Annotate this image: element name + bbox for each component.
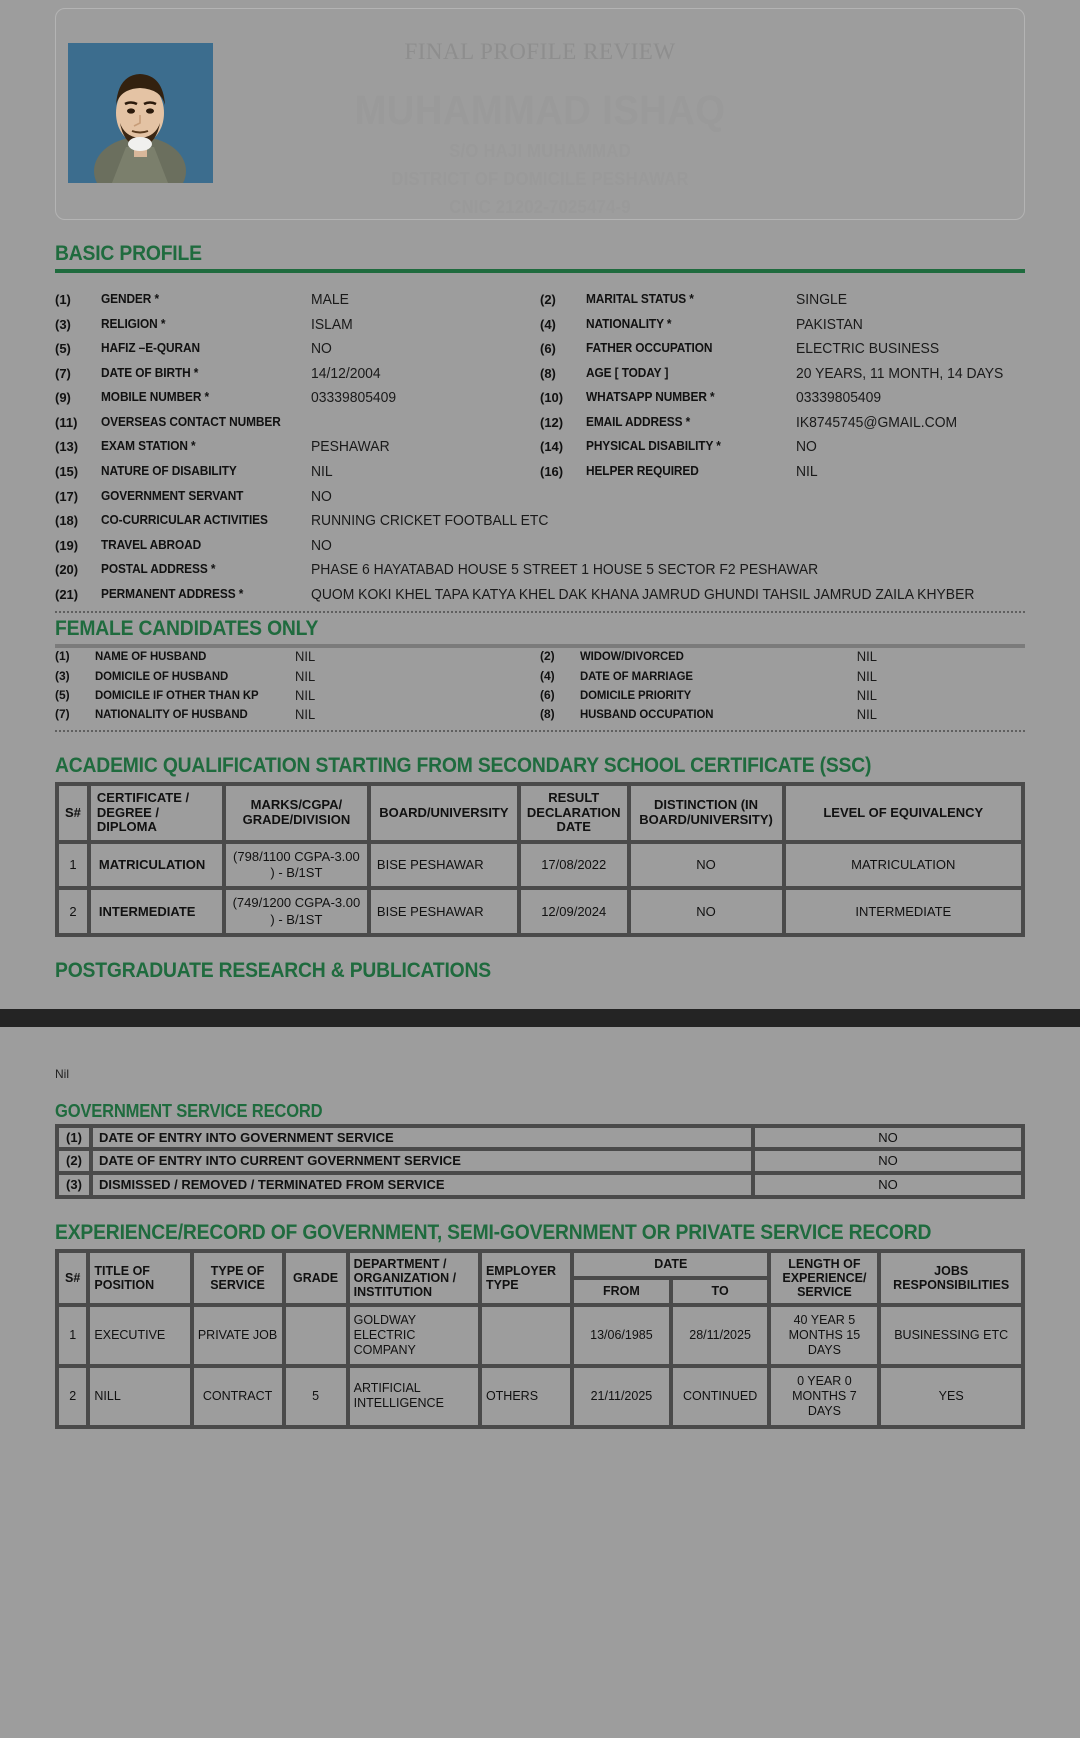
academic-qualification-heading: ACADEMIC QUALIFICATION STARTING FROM SECONDARY SCHOOL CERTIFICATE (SSC) bbox=[55, 754, 872, 778]
field-label: GOVERNMENT SERVANT bbox=[101, 488, 244, 503]
field-cell bbox=[540, 668, 1025, 686]
field-row bbox=[55, 389, 1025, 409]
field-cell bbox=[55, 488, 1025, 508]
cell-sn: 2 bbox=[57, 1366, 88, 1427]
table-row bbox=[57, 1149, 1023, 1173]
field-value: PAKISTAN bbox=[796, 316, 863, 333]
field-row bbox=[55, 438, 1025, 458]
field-label: EMAIL ADDRESS * bbox=[586, 414, 691, 429]
field-value: NIL bbox=[796, 463, 818, 480]
cell-equivalency: INTERMEDIATE bbox=[784, 888, 1023, 935]
field-number: (13) bbox=[55, 439, 79, 455]
field-label: DATE OF MARRIAGE bbox=[580, 668, 693, 683]
table-row bbox=[57, 1305, 1023, 1366]
field-number: (4) bbox=[540, 316, 556, 332]
field-number: (19) bbox=[55, 537, 79, 553]
field-number: (8) bbox=[540, 365, 556, 381]
field-value: NIL bbox=[295, 687, 316, 703]
field-label: AGE [ TODAY ] bbox=[586, 365, 669, 380]
basic-profile-section bbox=[55, 242, 1025, 605]
field-label: CO-CURRICULAR ACTIVITIES bbox=[101, 513, 268, 528]
field-cell bbox=[55, 668, 540, 686]
column-header-equivalency: LEVEL OF EQUIVALENCY bbox=[784, 784, 1023, 842]
field-number: (21) bbox=[55, 586, 79, 602]
field-number: (2) bbox=[540, 292, 556, 307]
postgraduate-value: Nil bbox=[55, 1066, 69, 1081]
government-service-heading: GOVERNMENT SERVICE RECORD bbox=[55, 1100, 323, 1121]
field-value: 03339805409 bbox=[311, 390, 397, 407]
cell-type: PRIVATE JOB bbox=[192, 1305, 284, 1366]
table-header-row bbox=[57, 784, 1023, 842]
field-value: 20 YEARS, 11 MONTH, 14 DAYS bbox=[796, 365, 1004, 382]
field-cell bbox=[55, 512, 1025, 532]
field-number: (8) bbox=[540, 706, 555, 721]
cell-label: DISMISSED / REMOVED / TERMINATED FROM SERVICE bbox=[91, 1173, 753, 1197]
field-cell bbox=[540, 438, 1025, 458]
column-header-result-date: RESULT DECLARATION DATE bbox=[519, 784, 629, 842]
field-row bbox=[55, 316, 1025, 336]
basic-profile-heading: BASIC PROFILE bbox=[55, 242, 202, 265]
cell-length: 0 YEAR 0 MONTHS 7 DAYS bbox=[769, 1366, 879, 1427]
table-row bbox=[57, 1366, 1023, 1427]
cell-jobs: BUSINESSING ETC bbox=[879, 1305, 1023, 1366]
academic-qualification-section bbox=[55, 754, 1025, 937]
field-label: DOMICILE PRIORITY bbox=[580, 687, 692, 702]
cell-label: DATE OF ENTRY INTO GOVERNMENT SERVICE bbox=[91, 1126, 753, 1150]
field-cell bbox=[55, 586, 1025, 606]
section-dotted-divider bbox=[55, 730, 1025, 732]
cell-certificate: INTERMEDIATE bbox=[89, 888, 224, 935]
field-number: (18) bbox=[55, 513, 79, 529]
cell-jobs: YES bbox=[879, 1366, 1023, 1427]
column-header-date: DATE bbox=[572, 1251, 769, 1278]
cell-sn: 2 bbox=[57, 888, 89, 935]
field-value: NIL bbox=[856, 668, 877, 684]
academic-qualification-table bbox=[55, 782, 1025, 937]
field-label: EXAM STATION * bbox=[101, 439, 196, 454]
field-number: (15) bbox=[55, 463, 79, 479]
column-header-marks: MARKS/CGPA/ GRADE/DIVISION bbox=[224, 784, 369, 842]
field-label: NATURE OF DISABILITY bbox=[101, 463, 237, 478]
field-row bbox=[55, 512, 1025, 532]
field-value: 03339805409 bbox=[796, 390, 882, 407]
field-number: (5) bbox=[55, 687, 70, 702]
column-header-to: TO bbox=[671, 1278, 770, 1305]
field-cell bbox=[540, 340, 1025, 360]
field-number: (1) bbox=[55, 649, 70, 664]
cell-title: NILL bbox=[88, 1366, 191, 1427]
column-header-distinction: DISTINCTION (IN BOARD/UNIVERSITY) bbox=[629, 784, 784, 842]
field-value: ELECTRIC BUSINESS bbox=[796, 341, 940, 358]
field-number: (11) bbox=[55, 414, 78, 430]
cell-type: CONTRACT bbox=[192, 1366, 284, 1427]
field-label: PHYSICAL DISABILITY * bbox=[586, 439, 721, 454]
field-label: WIDOW/DIVORCED bbox=[580, 649, 684, 664]
cell-result-date: 17/08/2022 bbox=[519, 842, 629, 889]
column-header-length: LENGTH OF EXPERIENCE/ SERVICE bbox=[769, 1251, 879, 1305]
field-row bbox=[55, 706, 1025, 724]
field-label: NATIONALITY OF HUSBAND bbox=[95, 706, 248, 721]
government-service-section bbox=[55, 1101, 1025, 1199]
cell-value: NO bbox=[753, 1173, 1023, 1197]
field-value: NIL bbox=[856, 649, 877, 665]
field-number: (17) bbox=[55, 488, 79, 504]
cell-distinction: NO bbox=[629, 888, 784, 935]
field-row bbox=[55, 463, 1025, 483]
cell-number: (2) bbox=[57, 1149, 91, 1173]
cell-department: ARTIFICIAL INTELLIGENCE bbox=[348, 1366, 480, 1427]
field-cell bbox=[540, 316, 1025, 336]
field-label: FATHER OCCUPATION bbox=[586, 341, 713, 356]
field-cell bbox=[55, 340, 540, 360]
header-card bbox=[55, 8, 1025, 220]
field-row bbox=[55, 648, 1025, 666]
field-cell bbox=[55, 463, 540, 483]
field-value: NIL bbox=[856, 687, 877, 703]
cell-to: CONTINUED bbox=[671, 1366, 770, 1427]
column-header-from: FROM bbox=[572, 1278, 671, 1305]
field-label: HUSBAND OCCUPATION bbox=[580, 706, 714, 721]
cell-from: 21/11/2025 bbox=[572, 1366, 671, 1427]
cell-sn: 1 bbox=[57, 842, 89, 889]
father-name: S/O HAJI MUHAMMAD bbox=[449, 141, 631, 161]
cell-board: BISE PESHAWAR bbox=[369, 842, 519, 889]
field-value: NO bbox=[311, 488, 332, 505]
candidate-name: MUHAMMAD ISHAQ bbox=[354, 87, 726, 133]
cnic-number: CNIC 21202-7025474-9 bbox=[449, 197, 631, 217]
section-dotted-divider bbox=[55, 611, 1025, 613]
profile-review-page bbox=[0, 8, 1080, 1429]
field-value: PHASE 6 HAYATABAD HOUSE 5 STREET 1 HOUSE 5 SECTOR F2 PESHAWAR bbox=[311, 562, 819, 579]
field-label: OVERSEAS CONTACT NUMBER bbox=[101, 414, 281, 429]
field-cell bbox=[540, 291, 1025, 311]
female-candidates-fields bbox=[55, 648, 1025, 724]
field-row bbox=[55, 586, 1025, 606]
cell-label: DATE OF ENTRY INTO CURRENT GOVERNMENT SERVICE bbox=[91, 1149, 753, 1173]
field-cell bbox=[540, 414, 1025, 434]
field-label: RELIGION * bbox=[101, 316, 166, 331]
field-label: DOMICILE IF OTHER THAN KP bbox=[95, 687, 259, 702]
cell-grade bbox=[284, 1305, 348, 1366]
cell-certificate: MATRICULATION bbox=[89, 842, 224, 889]
field-label: TRAVEL ABROAD bbox=[101, 537, 202, 552]
female-candidates-heading: FEMALE CANDIDATES ONLY bbox=[55, 617, 319, 641]
field-number: (20) bbox=[55, 562, 79, 578]
field-cell bbox=[55, 365, 540, 385]
cell-sn: 1 bbox=[57, 1305, 88, 1366]
column-header-department: DEPARTMENT / ORGANIZATION / INSTITUTION bbox=[348, 1251, 480, 1305]
field-cell bbox=[55, 706, 540, 724]
field-value: 14/12/2004 bbox=[311, 365, 381, 382]
field-value: QUOM KOKI KHEL TAPA KATYA KHEL DAK KHANA JAMRUD GHUNDI TAHSIL JAMRUD ZAILA KHYBER bbox=[311, 586, 975, 603]
field-cell bbox=[540, 706, 1025, 724]
field-value: NO bbox=[311, 341, 332, 358]
cell-grade: 5 bbox=[284, 1366, 348, 1427]
field-value: NO bbox=[796, 439, 817, 456]
field-number: (3) bbox=[55, 668, 70, 683]
cell-marks: (749/1200 CGPA-3.00 ) - B/1ST bbox=[224, 888, 369, 935]
cell-from: 13/06/1985 bbox=[572, 1305, 671, 1366]
cell-number: (1) bbox=[57, 1126, 91, 1150]
header-text-block bbox=[56, 9, 1024, 218]
field-cell bbox=[540, 389, 1025, 409]
cell-marks: (798/1100 CGPA-3.00 ) - B/1ST bbox=[224, 842, 369, 889]
cell-employer bbox=[480, 1305, 572, 1366]
field-value: NIL bbox=[311, 463, 333, 480]
field-label: POSTAL ADDRESS * bbox=[101, 562, 216, 577]
cell-value: NO bbox=[753, 1149, 1023, 1173]
field-cell bbox=[540, 463, 1025, 483]
field-row bbox=[55, 537, 1025, 557]
field-number: (14) bbox=[540, 439, 564, 455]
column-header-certificate: CERTIFICATE / DEGREE / DIPLOMA bbox=[89, 784, 224, 842]
field-number: (7) bbox=[55, 706, 70, 721]
field-cell bbox=[55, 648, 540, 666]
field-value: MALE bbox=[311, 292, 349, 308]
field-label: PERMANENT ADDRESS * bbox=[101, 586, 244, 601]
cell-value: NO bbox=[753, 1126, 1023, 1150]
cell-distinction: NO bbox=[629, 842, 784, 889]
field-value: NIL bbox=[856, 706, 877, 722]
table-row bbox=[57, 888, 1023, 935]
field-value: NIL bbox=[295, 706, 316, 722]
field-number: (9) bbox=[55, 390, 71, 406]
spacer bbox=[55, 1081, 1025, 1101]
column-header-title: TITLE OF POSITION bbox=[88, 1251, 191, 1305]
postgraduate-section bbox=[55, 959, 1025, 983]
field-label: MARITAL STATUS * bbox=[586, 292, 694, 306]
field-number: (16) bbox=[540, 463, 564, 479]
cell-board: BISE PESHAWAR bbox=[369, 888, 519, 935]
table-header-row bbox=[57, 1251, 1023, 1278]
female-candidates-section bbox=[55, 617, 1025, 724]
field-label: MOBILE NUMBER * bbox=[101, 390, 210, 405]
field-cell bbox=[55, 316, 540, 336]
field-label: NATIONALITY * bbox=[586, 316, 672, 331]
field-label: NAME OF HUSBAND bbox=[95, 649, 207, 664]
field-cell bbox=[55, 291, 540, 311]
field-number: (10) bbox=[540, 390, 564, 406]
cell-length: 40 YEAR 5 MONTHS 15 DAYS bbox=[769, 1305, 879, 1366]
field-cell bbox=[540, 365, 1025, 385]
table-row bbox=[57, 1126, 1023, 1150]
field-label: WHATSAPP NUMBER * bbox=[586, 390, 715, 405]
field-value: SINGLE bbox=[796, 292, 848, 308]
field-number: (3) bbox=[55, 316, 71, 332]
cell-to: 28/11/2025 bbox=[671, 1305, 770, 1366]
basic-profile-divider bbox=[55, 269, 1025, 273]
field-number: (5) bbox=[55, 341, 71, 357]
basic-profile-fields bbox=[55, 291, 1025, 605]
government-service-table bbox=[55, 1124, 1025, 1199]
column-header-employer: EMPLOYER TYPE bbox=[480, 1251, 572, 1305]
field-number: (12) bbox=[540, 414, 564, 430]
field-value: NIL bbox=[295, 668, 316, 684]
cell-title: EXECUTIVE bbox=[88, 1305, 191, 1366]
column-header-type: TYPE OF SERVICE bbox=[192, 1251, 284, 1305]
page-break-bar bbox=[0, 1009, 1080, 1027]
field-cell bbox=[55, 537, 1025, 557]
cell-number: (3) bbox=[57, 1173, 91, 1197]
field-row bbox=[55, 687, 1025, 705]
field-number: (6) bbox=[540, 341, 556, 357]
field-value: IK8745745@GMAIL.COM bbox=[796, 414, 958, 431]
field-label: GENDER * bbox=[101, 292, 159, 306]
column-header-grade: GRADE bbox=[284, 1251, 348, 1305]
field-number: (6) bbox=[540, 687, 555, 702]
field-number: (1) bbox=[55, 292, 71, 307]
cell-employer: OTHERS bbox=[480, 1366, 572, 1427]
field-number: (7) bbox=[55, 365, 71, 381]
field-label: DATE OF BIRTH * bbox=[101, 365, 199, 380]
field-number: (4) bbox=[540, 668, 555, 683]
table-row bbox=[57, 842, 1023, 889]
cell-result-date: 12/09/2024 bbox=[519, 888, 629, 935]
field-cell bbox=[55, 389, 540, 409]
field-row bbox=[55, 561, 1025, 581]
field-value: PESHAWAR bbox=[311, 439, 390, 456]
field-cell bbox=[55, 438, 540, 458]
field-cell bbox=[55, 414, 540, 430]
spacer bbox=[55, 1027, 1025, 1067]
table-row bbox=[57, 1173, 1023, 1197]
field-value: NIL bbox=[295, 649, 316, 665]
field-row bbox=[55, 340, 1025, 360]
field-value: NO bbox=[311, 537, 332, 554]
field-cell bbox=[540, 687, 1025, 705]
field-cell bbox=[55, 687, 540, 705]
field-cell bbox=[55, 561, 1025, 581]
experience-record-table bbox=[55, 1249, 1025, 1429]
cell-department: GOLDWAY ELECTRIC COMPANY bbox=[348, 1305, 480, 1366]
field-cell bbox=[540, 648, 1025, 666]
column-header-sn: S# bbox=[57, 1251, 88, 1305]
field-value: ISLAM bbox=[311, 316, 353, 333]
domicile-district: DISTRICT OF DOMICILE PESHAWAR bbox=[391, 169, 689, 189]
field-row bbox=[55, 414, 1025, 434]
document-title: FINAL PROFILE REVIEW bbox=[404, 39, 676, 64]
field-row bbox=[55, 488, 1025, 508]
field-label: HELPER REQUIRED bbox=[586, 463, 699, 478]
field-value: RUNNING CRICKET FOOTBALL ETC bbox=[311, 513, 549, 530]
postgraduate-heading: POSTGRADUATE RESEARCH & PUBLICATIONS bbox=[55, 958, 491, 982]
column-header-sn: S# bbox=[57, 784, 89, 842]
field-row bbox=[55, 365, 1025, 385]
experience-record-heading: EXPERIENCE/RECORD OF GOVERNMENT, SEMI-GOVERNMENT OR PRIVATE SERVICE RECORD bbox=[55, 1220, 932, 1244]
field-number: (2) bbox=[540, 649, 555, 664]
experience-record-section bbox=[55, 1221, 1025, 1429]
field-row bbox=[55, 668, 1025, 686]
column-header-board: BOARD/UNIVERSITY bbox=[369, 784, 519, 842]
field-row bbox=[55, 291, 1025, 311]
cell-equivalency: MATRICULATION bbox=[784, 842, 1023, 889]
field-label: HAFIZ –E-QURAN bbox=[101, 341, 200, 356]
column-header-jobs: JOBS RESPONSIBILITIES bbox=[879, 1251, 1023, 1305]
field-label: DOMICILE OF HUSBAND bbox=[95, 668, 229, 683]
